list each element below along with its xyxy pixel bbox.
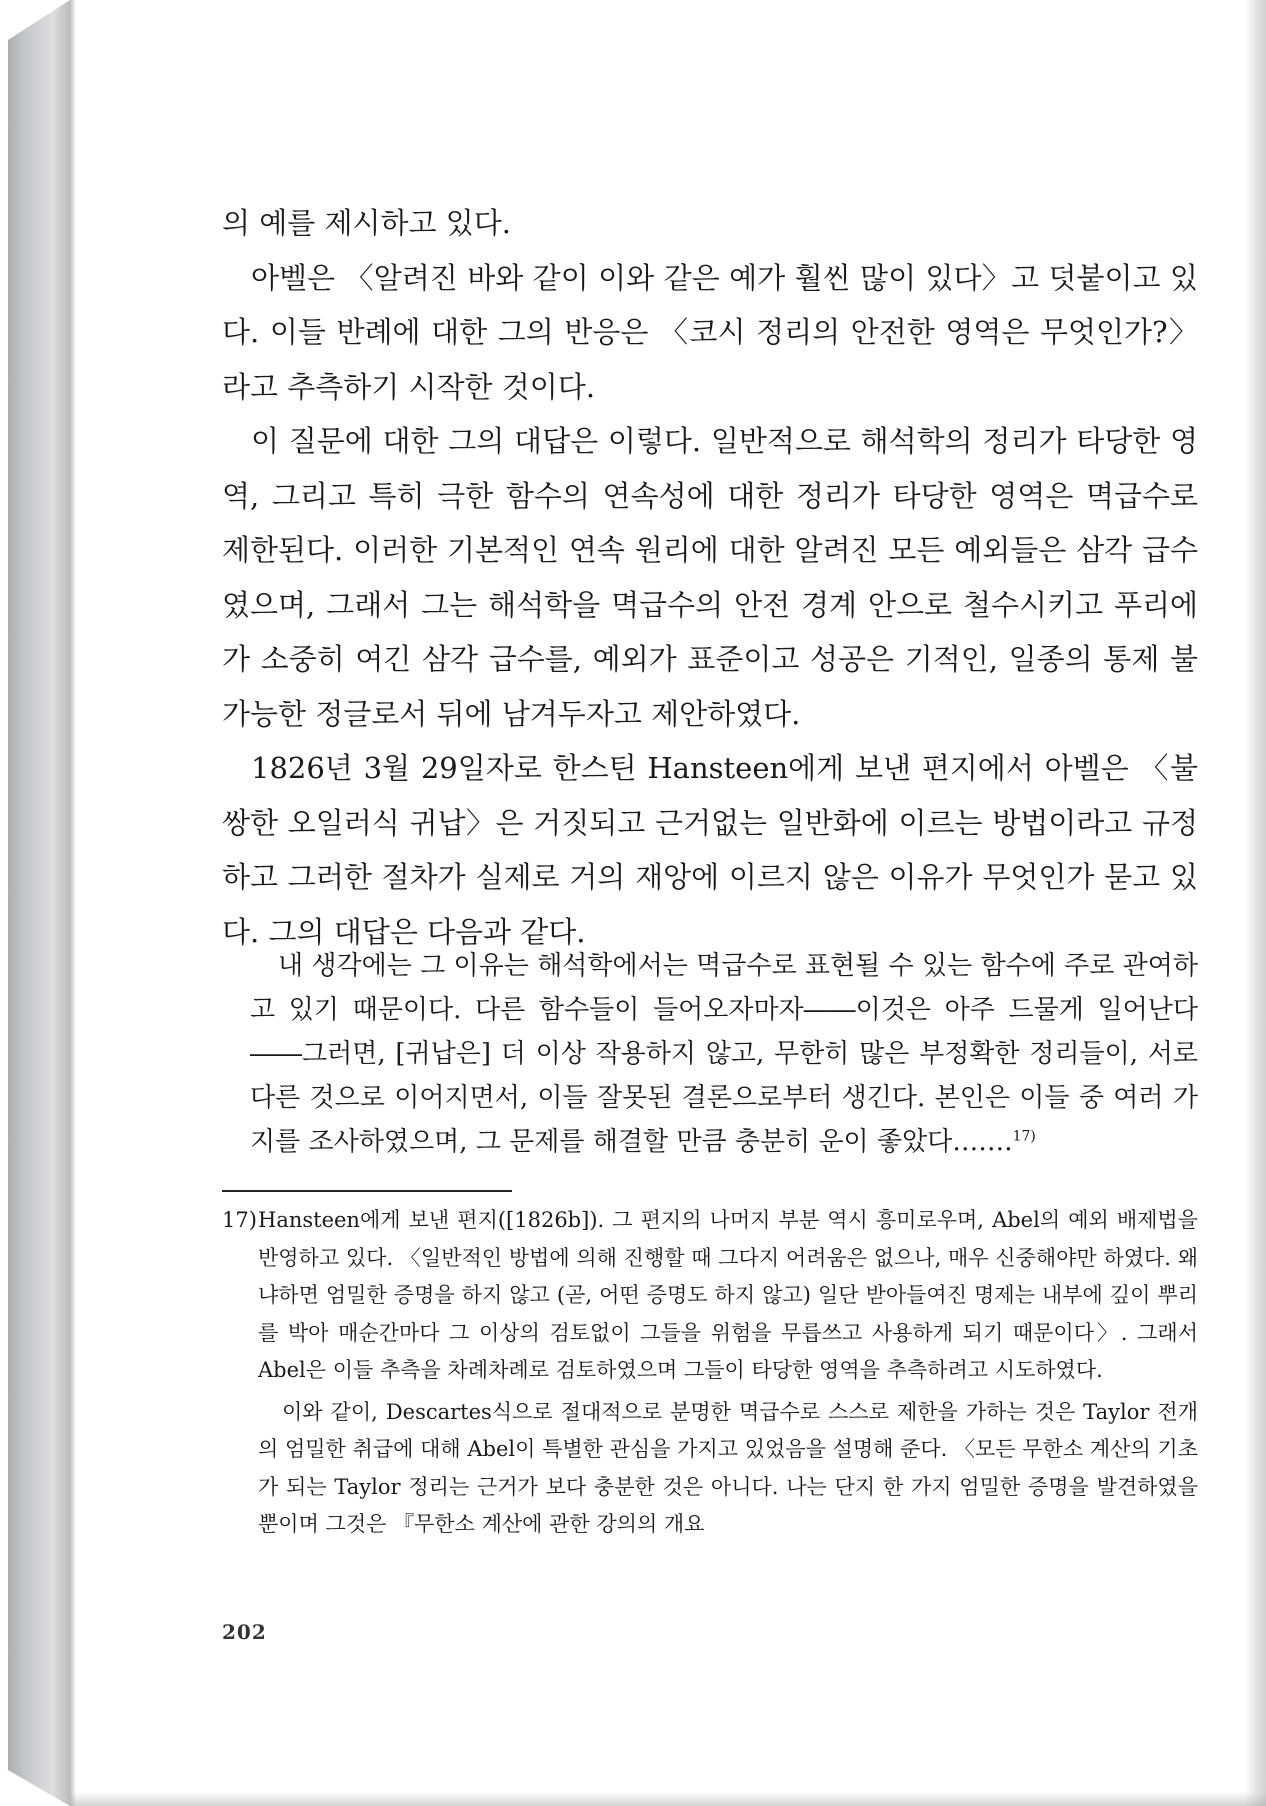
book-spine bbox=[0, 0, 70, 1806]
block-quote bbox=[250, 944, 1198, 1164]
paragraph-3: 이 질문에 대한 그의 대답은 이렇다. 일반적으로 해석학의 정리가 타당한 영역, 그리고 특히 극한 함수의 연속성에 대한 정리가 타당한 영역은 멱급수로 제한된다. 이러한 기본적인 연속 원리에 대한 알려진 모든 예외들은 삼각 급수였으며, 그래서 그는 해석학을 멱급수의 안전 경계 안으로 철수시키고 푸리에가 소중히 여긴 삼각 급수를, 예외가 표준이고 성공은 기적인, 일종의 통제 불가능한 정글로서 뒤에 남겨두자고 제안하였다. bbox=[222, 424, 1198, 731]
footnotes bbox=[222, 1202, 1198, 1544]
footnote-text-2: 이와 같이, Descartes식으로 절대적으로 분명한 멱급수로 스스로 제한을 가하는 것은 Taylor 전개의 엄밀한 취급에 대해 Abel이 특별한 관심을 가지고 있었음을 설명해 준다. 〈모든 무한소 계산의 기초가 되는 Taylor 정리는 근거가 보다 충분한 것은 아니다. 나는 단지 한 가지 엄밀한 증명을 발견하였을 뿐이며 그것은 『무한소 계산에 관한 강의의 개요 bbox=[258, 1399, 1198, 1536]
paragraph-4: 1826년 3월 29일자로 한스틴 Hansteen에게 보낸 편지에서 아벨은 〈불쌍한 오일러식 귀납〉은 거짓되고 근거없는 일반화에 이르는 방법이라고 규정하고 그러한 절차가 실제로 거의 재앙에 이르지 않은 이유가 무엇인가 묻고 있다. 그의 대답은 다음과 같다. bbox=[222, 751, 1198, 949]
footnote-reference: 17) bbox=[1012, 1128, 1036, 1145]
footnote-number: 17) bbox=[222, 1208, 257, 1232]
footnote-separator bbox=[222, 1190, 512, 1192]
paragraph-1: 의 예를 제시하고 있다. bbox=[222, 206, 511, 240]
body-text bbox=[222, 196, 1198, 959]
page-number: 202 bbox=[222, 1620, 267, 1644]
paragraph-2: 아벨은 〈알려진 바와 같이 이와 같은 예가 훨씬 많이 있다〉고 덧붙이고 있다. 이들 반례에 대한 그의 반응은 〈코시 정리의 안전한 영역은 무엇인가?〉라고 추측하기 시작한 것이다. bbox=[222, 260, 1198, 404]
page-right-edge bbox=[1244, 0, 1266, 1806]
quote-text: 내 생각에는 그 이유는 해석학에서는 멱급수로 표현될 수 있는 함수에 주로 관여하고 있기 때문이다. 다른 함수들이 들어오자마자――이것은 아주 드물게 일어난다――그러면, [귀납은] 더 이상 작용하지 않고, 무한히 많은 부정확한 정리들이, 서로 다른 것으로 이어지면서, 이들 잘못된 결론으로부터 생긴다. 본인은 이들 중 여러 가지를 조사하였으며, 그 문제를 해결할 만큼 충분히 운이 좋았다……. bbox=[250, 951, 1198, 1157]
quote-paragraph bbox=[250, 944, 1198, 1164]
footnote-17 bbox=[222, 1202, 1198, 1390]
footnote-text-1: Hansteen에게 보낸 편지([1826b]). 그 편지의 나머지 부분 역시 흥미로우며, Abel의 예외 배제법을 반영하고 있다. 〈일반적인 방법에 의해 진행할 때 그다지 어려움은 없으나, 매우 신중해야만 하였다. 왜냐하면 엄밀한 증명을 하지 않고 (곧, 어떤 증명도 하지 않고) 일단 받아들여진 명제는 내부에 깊이 뿌리를 박아 매순간마다 그 이상의 검토없이 그들을 위험을 무릅쓰고 사용하게 되기 때문이다〉. 그래서 Abel은 이들 추측을 차례차례로 검토하였으며 그들이 타당한 영역을 추측하려고 시도하였다. bbox=[258, 1208, 1198, 1382]
page-sheet bbox=[76, 0, 1244, 1792]
page-bottom-edge bbox=[70, 1792, 1266, 1806]
